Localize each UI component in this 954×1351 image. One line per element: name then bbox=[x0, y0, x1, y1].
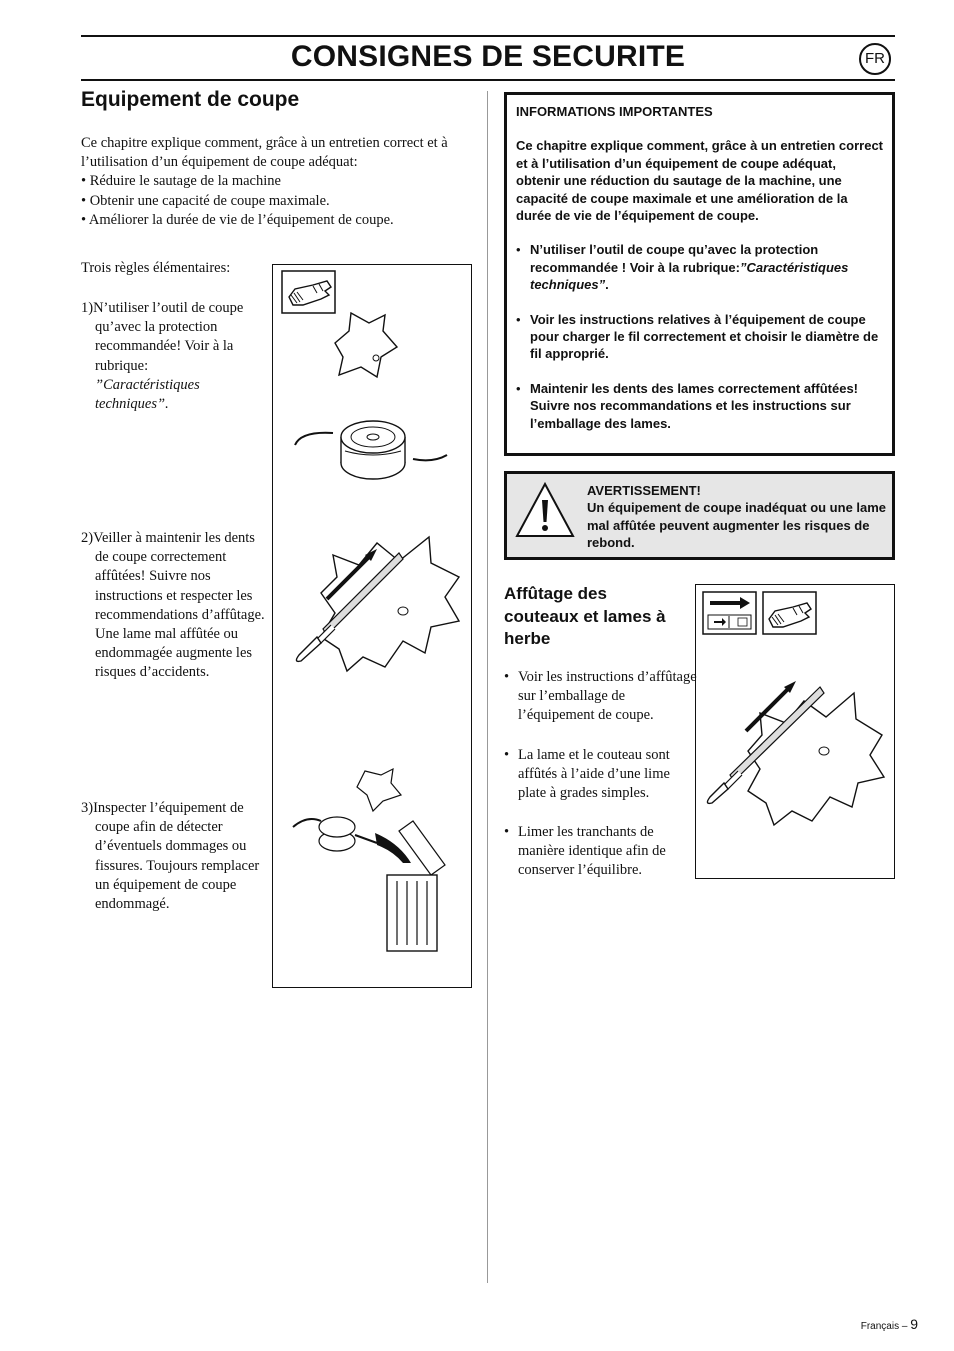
info-bullet-2-text: Voir les instructions relatives à l’équipement de coupe pour charger le fil correctement et choisir le diamètre de fil approprié. bbox=[530, 311, 879, 362]
info-bullet-1-reference: ”Caractéristiques techniques” bbox=[530, 259, 849, 293]
bullet-marker: • bbox=[516, 311, 521, 327]
info-box-bullet bbox=[516, 380, 883, 432]
rule-2: 2)Veiller à maintenir les dents de coupe correctement affûtées! Suivre nos instructions et respecter les recommendations d’affûtage. Une lame mal affûtée ou endommagée augmente les risques d’accidents. bbox=[81, 530, 265, 681]
footer-language: Français – bbox=[860, 1321, 911, 1332]
rule-1-text: 1)N’utiliser l’outil de coupe qu’avec la protection recommandée! Voir à la rubrique: bbox=[81, 300, 244, 374]
rules-intro: Trois règles élémentaires: bbox=[81, 260, 231, 276]
intro-bullet: • Réduire le sautage de la machine bbox=[81, 173, 281, 190]
trimmer-head-icon bbox=[295, 421, 447, 479]
bullet-marker: • bbox=[504, 747, 510, 763]
warning-triangle-icon bbox=[511, 478, 580, 553]
bullet-marker: • bbox=[504, 824, 510, 840]
warning-title: AVERTISSEMENT! bbox=[587, 483, 701, 498]
blade-and-file-icon bbox=[707, 681, 884, 825]
sharpening-bullet-text: Voir les instructions d’affûtage sur l’emballage de l’équipement de coupe. bbox=[518, 669, 697, 724]
rule-1 bbox=[81, 299, 265, 414]
info-bullet-1-end: . bbox=[605, 277, 609, 293]
page-number: 9 bbox=[910, 1316, 918, 1332]
info-box-bullet bbox=[516, 241, 883, 293]
discard-equipment-icon bbox=[293, 769, 445, 951]
info-bullet-3-text: Maintenir les dents des lames correctement affûtées! Suivre nos recommandations et les instructions sur l’emballage des lames. bbox=[530, 380, 859, 431]
sharpening-bullet-text: La lame et le couteau sont affûtés à l’aide d’une lime plate à grades simples. bbox=[518, 747, 670, 802]
column-divider bbox=[487, 91, 488, 1283]
bullet-marker: • bbox=[516, 242, 521, 258]
four-tooth-blade-icon bbox=[335, 313, 397, 377]
page-footer bbox=[861, 1316, 918, 1332]
cutting-equipment-illustrations bbox=[273, 265, 471, 987]
blade-and-file-icon bbox=[296, 537, 459, 671]
glove-icon bbox=[763, 592, 816, 634]
warning-message: Un équipement de coupe inadéquat ou une lame mal affûtée peuvent augmenter les risques de rebond. bbox=[587, 500, 887, 551]
info-bullet-1-text: N’utiliser l’outil de coupe qu’avec la protection recommandée ! Voir à la rubrique: bbox=[530, 242, 819, 275]
sharpening-illustration-box bbox=[695, 584, 895, 879]
page-title: CONSIGNES DE SECURITE bbox=[290, 40, 686, 73]
intro-paragraph: Ce chapitre explique comment, grâce à un entretien correct et à l’utilisation d’un équipement de coupe adéquat: bbox=[81, 135, 448, 171]
sharpening-bullet bbox=[504, 746, 698, 804]
intro-text bbox=[81, 134, 473, 230]
section-heading: Equipement de coupe bbox=[81, 88, 300, 111]
info-box-title: INFORMATIONS IMPORTANTES bbox=[516, 104, 713, 119]
sharpening-illustration bbox=[696, 585, 894, 878]
top-rule bbox=[81, 35, 895, 37]
intro-bullet: • Améliorer la durée de vie de l’équipement de coupe. bbox=[81, 211, 394, 228]
rule-3: 3)Inspecter l’équipement de coupe afin de détecter d’éventuels dommages ou fissures. Toujours remplacer un équipement de coupe endommagé. bbox=[81, 800, 260, 913]
info-box-bullet bbox=[516, 311, 883, 363]
bullet-marker: • bbox=[504, 669, 510, 685]
important-info-box bbox=[504, 92, 895, 456]
sharpening-bullet bbox=[504, 823, 698, 881]
illustration-box bbox=[272, 264, 472, 988]
sharpening-heading: Affûtage des couteaux et lames à herbe bbox=[504, 584, 666, 648]
glove-icon bbox=[282, 271, 335, 313]
language-badge: FR bbox=[859, 43, 891, 75]
sharpening-bullet bbox=[504, 668, 698, 726]
bullet-marker: • bbox=[516, 380, 521, 396]
info-box-paragraph: Ce chapitre explique comment, grâce à un entretien correct et à l’utilisation d’un équipement de coupe adéquat, obtenir une réduction du sautage de la machine, une capacité de coupe maximale et une amélioration de la durée de vie de l’équipement de coupe. bbox=[516, 138, 884, 224]
title-underline bbox=[81, 79, 895, 81]
sharpening-bullet-text: Limer les tranchants de manière identique afin de conserver l’équilibre. bbox=[518, 824, 666, 879]
read-manual-icon bbox=[703, 592, 756, 634]
rule-1-reference: ”Caractéristiques techniques”. bbox=[95, 376, 200, 413]
warning-icon-cell bbox=[511, 478, 580, 553]
warning-text bbox=[587, 482, 887, 552]
intro-bullet: • Obtenir une capacité de coupe maximale. bbox=[81, 192, 330, 209]
warning-box bbox=[504, 471, 895, 560]
